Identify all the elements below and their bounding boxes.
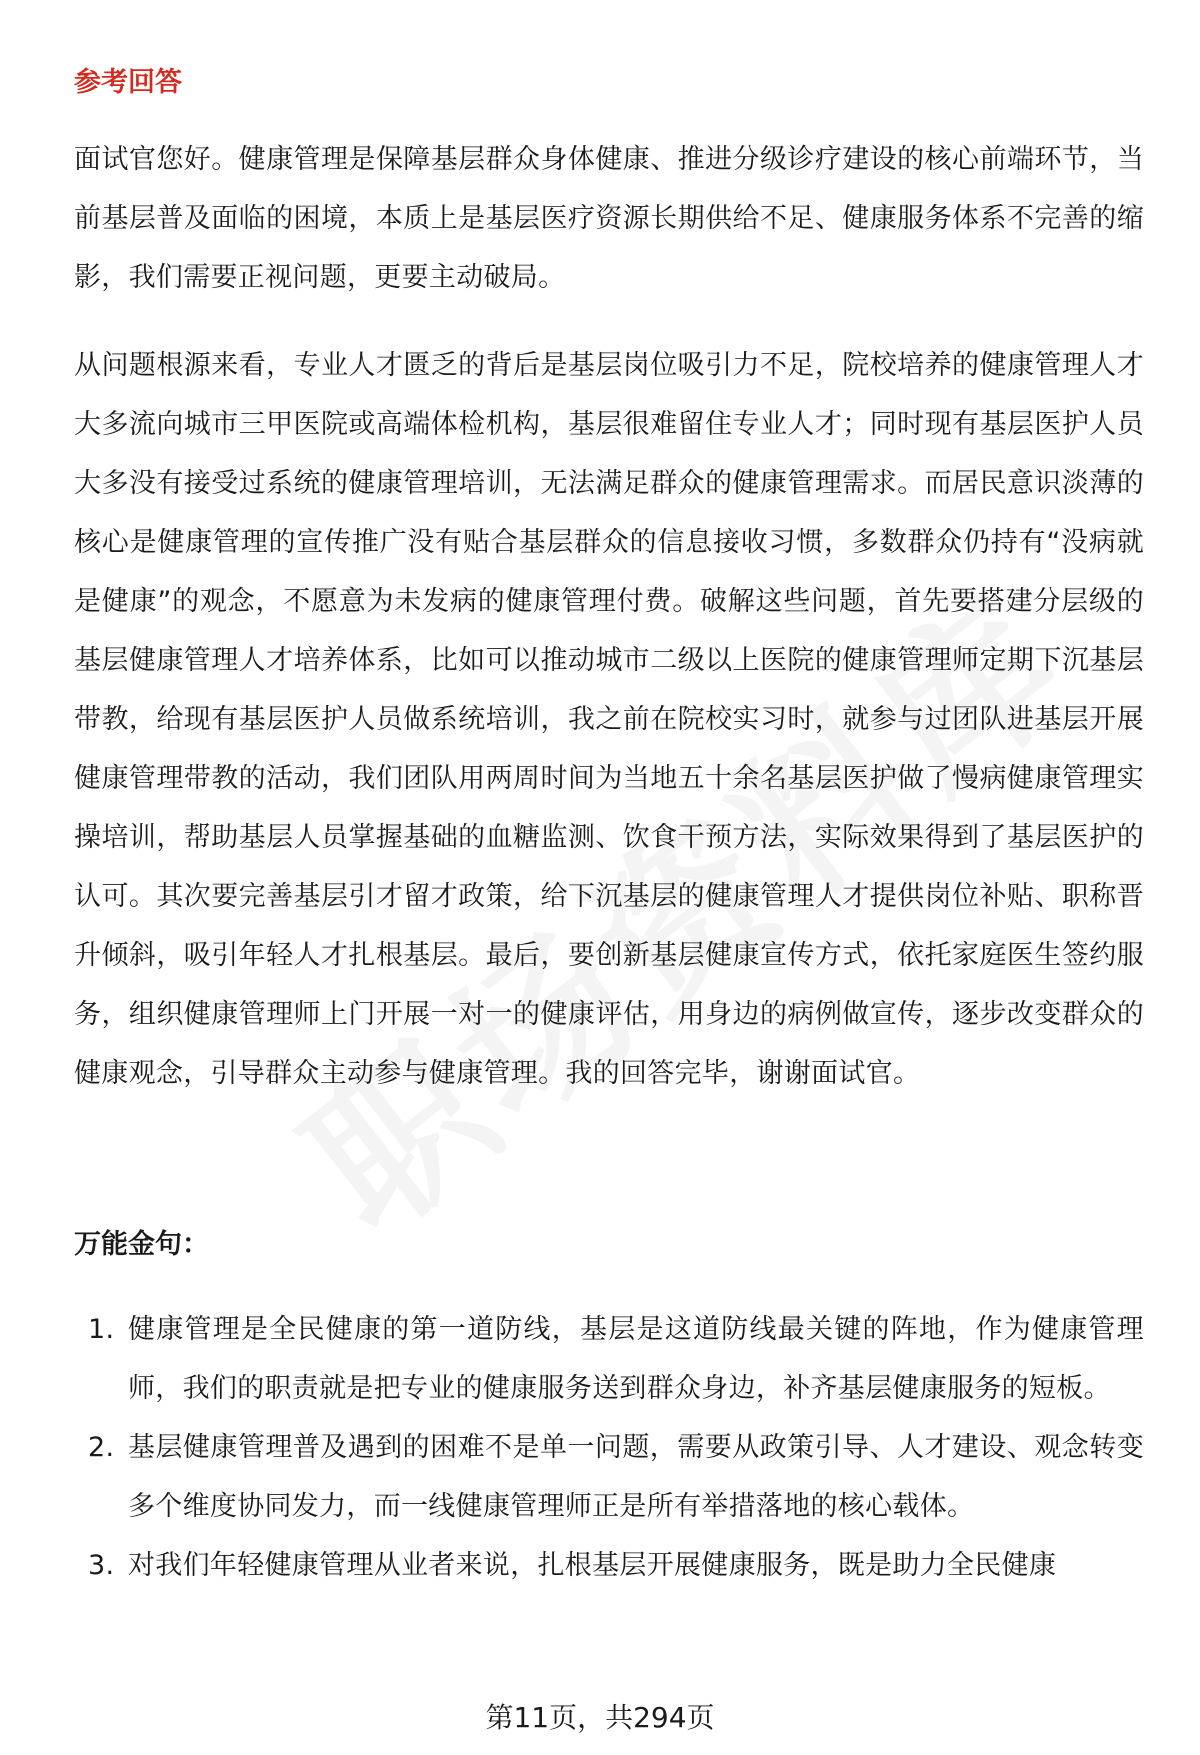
- answer-paragraph-body: 从问题根源来看，专业人才匮乏的背后是基层岗位吸引力不足，院校培养的健康管理人才大多流向城市三甲医院或高端体检机构，基层很难留住专业人才；同时现有基层医护人员大多没有接受过系统的健康管理培训，无法满足群众的健康管理需求。而居民意识淡薄的核心是健康管理的宣传推广没有贴合基层群众的信息接收习惯，多数群众仍持有“没病就是健康”的观念，不愿意为未发病的健康管理付费。破解这些问题，首先要搭建分层级的基层健康管理人才培养体系，比如可以推动城市二级以上医院的健康管理师定期下沉基层带教，给现有基层医护人员做系统培训，我之前在院校实习时，就参与过团队进基层开展健康管理带教的活动，我们团队用两周时间为当地五十余名基层医护做了慢病健康管理实操培训，帮助基层人员掌握基础的血糖监测、饮食干预方法，实际效果得到了基层医护的认可。其次要完善基层引才留才政策，给下沉基层的健康管理人才提供岗位补贴、职称晋升倾斜，吸引年轻人才扎根基层。最后，要创新基层健康宣传方式，依托家庭医生签约服务，组织健康管理师上门开展一对一的健康评估，用身边的病例做宣传，逐步改变群众的健康观念，引导群众主动参与健康管理。我的回答完毕，谢谢面试官。: [74, 350, 1144, 1089]
- list-item-number: 1.: [88, 1314, 115, 1345]
- page-number-footer: 第11页，共294页: [485, 1701, 715, 1734]
- list-item-text: 对我们年轻健康管理从业者来说，扎根基层开展健康服务，既是助力全民健康: [128, 1550, 1057, 1581]
- list-item-number: 3.: [88, 1550, 115, 1581]
- list-item: [74, 1418, 1144, 1536]
- list-item: [74, 1300, 1144, 1418]
- list-item-text: 基层健康管理普及遇到的困难不是单一问题，需要从政策引导、人才建设、观念转变多个维度协同发力，而一线健康管理师正是所有举措落地的核心载体。: [128, 1432, 1144, 1522]
- list-item-number: 2.: [88, 1432, 115, 1463]
- answer-paragraph-intro: 面试官您好。健康管理是保障基层群众身体健康、推进分级诊疗建设的核心前端环节，当前基层普及面临的困境，本质上是基层医疗资源长期供给不足、健康服务体系不完善的缩影，我们需要正视问题，更要主动破局。: [74, 144, 1144, 293]
- golden-sentences-list: [74, 1300, 1144, 1595]
- list-item: [74, 1536, 1144, 1595]
- list-item-text: 健康管理是全民健康的第一道防线，基层是这道防线最关键的阵地，作为健康管理师，我们的职责就是把专业的健康服务送到群众身边，补齐基层健康服务的短板。: [128, 1314, 1144, 1404]
- golden-sentences-heading: 万能金句：: [74, 1229, 209, 1260]
- answer-heading: 参考回答: [74, 67, 182, 98]
